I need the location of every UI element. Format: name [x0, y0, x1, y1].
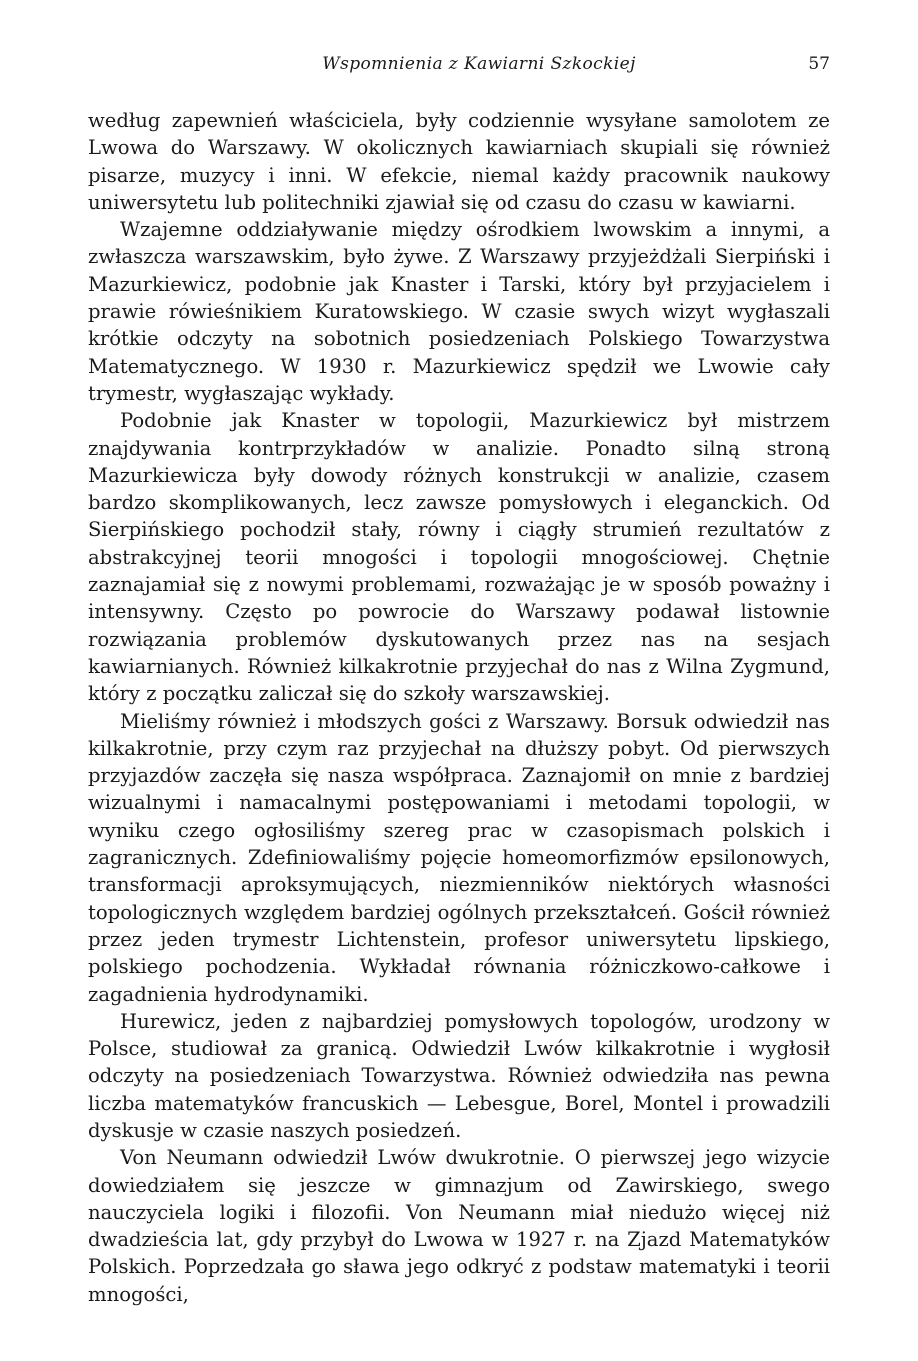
page-number: 57	[808, 54, 830, 74]
paragraph: Von Neumann odwiedził Lwów dwukrotnie. O pierwszej jego wizycie dowiedziałem się jeszcze w gimnazjum od Zawirskiego, swego nauczyciela logiki i filozofii. Von Neumann miał niedużo więcej niż dwadzieścia lat, gdy przybył do Lwowa w 1927 r. na Zjazd Matematyków Polskich. Poprzedzała go sława jego odkryć z podstaw matematyki i teorii mnogości,	[88, 1146, 830, 1306]
paragraph: Podobnie jak Knaster w topologii, Mazurkiewicz był mistrzem znajdywania kontrprzykładów w analizie. Ponadto silną stroną Mazurkiewicza były dowody różnych konstrukcji w analizie, czasem bardzo skomplikowanych, lecz zawsze pomysłowych i eleganckich. Od Sierpińskiego pochodził stały, równy i ciągły strumień rezultatów z abstrakcyjnej teorii mnogości i topologii mnogościowej. Chętnie zaznajamiał się z nowymi problemami, rozważając je w sposób poważny i intensywny. Często po powrocie do Warszawy podawał listownie rozwiązania problemów dyskutowanych przez nas na sesjach kawiarnianych. Również kilkakrotnie przyjechał do nas z Wilna Zygmund, który z początku zaliczał się do szkoły warszawskiej.	[88, 409, 830, 706]
paragraph: Mieliśmy również i młodszych gości z Warszawy. Borsuk odwiedził nas kilkakrotnie, przy czym raz przyjechał na dłuższy pobyt. Od pierwszych przyjazdów zaczęła się nasza współpraca. Zaznajomił on mnie z bardziej wizualnymi i namacalnymi postępowaniami i metodami topologii, w wyniku czego ogłosiliśmy szereg prac w czasopismach polskich i zagranicznych. Zdefiniowaliśmy pojęcie homeomorfizmów epsilonowych, transformacji aproksymujących, niezmienników niektórych własności topologicznych względem bardziej ogólnych przekształceń. Gościł również przez jeden trymestr Lichtenstein, profesor uniwersytetu lipskiego, polskiego pochodzenia. Wykładał równania różniczkowo-całkowe i zagadnienia hydrodynamiki.	[88, 709, 830, 1006]
running-title: Wspomnienia z Kawiarni Szkockiej	[322, 54, 636, 74]
paragraph-continuation: według zapewnień właściciela, były codziennie wysyłane samolotem ze Lwowa do Warszawy. W okolicznych kawiarniach skupiali się również pisarze, muzycy i inni. W efekcie, niemal każdy pracownik naukowy uniwersytetu lub politechniki zjawiał się od czasu do czasu w kawiarni.	[88, 109, 830, 214]
body-text	[88, 107, 830, 1308]
running-header	[88, 54, 830, 78]
paragraph: Wzajemne oddziaływanie między ośrodkiem lwowskim a innymi, a zwłaszcza warszawskim, było żywe. Z Warszawy przyjeżdżali Sierpiński i Mazurkiewicz, podobnie jak Knaster i Tarski, który był przyjacielem i prawie rówieśnikiem Kuratowskiego. W czasie swych wizyt wygłaszali krótkie odczyty na sobotnich posiedzeniach Polskiego Towarzystwa Matematycznego. W 1930 r. Mazurkiewicz spędził we Lwowie cały trymestr, wygłaszając wykłady.	[88, 218, 830, 405]
paragraph: Hurewicz, jeden z najbardziej pomysłowych topologów, urodzony w Polsce, studiował za granicą. Odwiedził Lwów kilkakrotnie i wygłosił odczyty na posiedzeniach Towarzystwa. Również odwiedziła nas pewna liczba matematyków francuskich — Lebesgue, Borel, Montel i prowadzili dyskusje w czasie naszych posiedzeń.	[88, 1009, 830, 1142]
